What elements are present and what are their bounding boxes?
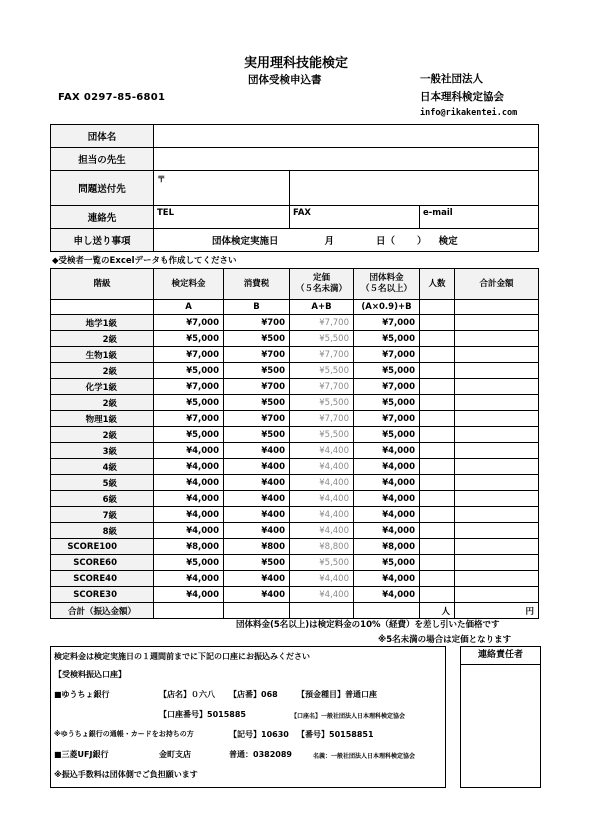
tax-subheader: B — [224, 300, 290, 315]
yucho-deposit-type: 【預金種目】普通口座 — [297, 690, 377, 699]
group-price-cell: ¥5,000 — [354, 395, 420, 411]
grade-cell: 4級 — [51, 459, 154, 475]
list-price-cell: ¥4,400 — [290, 443, 354, 459]
tax-cell: ¥400 — [224, 443, 290, 459]
count-cell[interactable] — [420, 539, 455, 555]
group-price-cell: ¥4,000 — [354, 523, 420, 539]
list-price-cell: ¥5,500 — [290, 427, 354, 443]
yen-unit: 円 — [525, 606, 534, 617]
total-amount-cell[interactable] — [455, 603, 539, 619]
group-subheader: (A×0.9)+B — [354, 300, 420, 315]
month-label: 月 — [324, 236, 335, 247]
yucho-bank-label: ■ゆうちょ銀行 — [54, 690, 110, 699]
group-price-header: 団体料金 （５名以上） — [354, 269, 420, 300]
grade-header: 階級 — [51, 269, 154, 300]
tax-cell: ¥400 — [224, 523, 290, 539]
row-total-cell[interactable] — [455, 347, 539, 363]
row-total-cell[interactable] — [455, 363, 539, 379]
grade-cell: 化学1級 — [51, 379, 154, 395]
total-tax-cell — [224, 603, 290, 619]
grade-cell: 生物1級 — [51, 347, 154, 363]
fee-cell: ¥5,000 — [154, 555, 224, 571]
fee-cell: ¥5,000 — [154, 363, 224, 379]
count-cell[interactable] — [420, 427, 455, 443]
fee-row — [51, 459, 539, 475]
group-price-cell: ¥4,000 — [354, 459, 420, 475]
tax-header: 消費税 — [224, 269, 290, 300]
grade-cell: 5級 — [51, 475, 154, 491]
tax-cell: ¥700 — [224, 411, 290, 427]
email-label: e-mail — [423, 208, 453, 218]
fee-row — [51, 443, 539, 459]
tax-cell: ¥500 — [224, 427, 290, 443]
list-price-cell: ¥4,400 — [290, 587, 354, 603]
responsible-person-box[interactable] — [460, 646, 541, 788]
group-price-cell: ¥4,000 — [354, 507, 420, 523]
ship-to-label: 問題送付先 — [51, 171, 154, 206]
remarks-label: 申し送り事項 — [51, 229, 154, 252]
group-price-cell: ¥8,000 — [354, 539, 420, 555]
yucho-passbook-note: ※ゆうちょ銀行の通帳・カードをお持ちの方 — [54, 730, 194, 738]
count-cell[interactable] — [420, 347, 455, 363]
fee-row — [51, 507, 539, 523]
row-total-cell[interactable] — [455, 539, 539, 555]
total-header: 合計金額 — [455, 269, 539, 300]
list-price-cell: ¥5,500 — [290, 395, 354, 411]
grade-cell: SCORE100 — [51, 539, 154, 555]
fee-cell: ¥7,000 — [154, 411, 224, 427]
ufj-branch: 金町支店 — [159, 750, 191, 759]
row-total-cell[interactable] — [455, 411, 539, 427]
exam-date-row[interactable] — [154, 229, 539, 252]
fee-table — [50, 268, 539, 619]
fax-number: FAX 0297-85-6801 — [58, 92, 166, 103]
fee-row — [51, 475, 539, 491]
document-title: 実用理科技能検定 — [243, 56, 348, 71]
list-subheader: A+B — [290, 300, 354, 315]
yucho-branch-name: 【店名】０六八 — [159, 690, 215, 699]
responsible-person-title: 連絡責任者 — [461, 647, 540, 665]
count-cell[interactable] — [420, 443, 455, 459]
grade-cell: SCORE30 — [51, 587, 154, 603]
fee-cell: ¥4,000 — [154, 459, 224, 475]
grade-cell: 6級 — [51, 491, 154, 507]
group-name-label: 団体名 — [51, 125, 154, 148]
tax-cell: ¥400 — [224, 459, 290, 475]
tax-cell: ¥700 — [224, 315, 290, 331]
fee-cell: ¥7,000 — [154, 347, 224, 363]
count-subheader — [420, 300, 455, 315]
group-price-cell: ¥7,000 — [354, 347, 420, 363]
tax-cell: ¥500 — [224, 395, 290, 411]
grade-cell: 2級 — [51, 427, 154, 443]
ufj-account: 普通：0382089 — [229, 750, 292, 759]
row-total-cell[interactable] — [455, 571, 539, 587]
transfer-account-heading: 【受検料振込口座】 — [54, 670, 126, 679]
fee-row — [51, 395, 539, 411]
address-field[interactable] — [290, 171, 539, 206]
grade-subheader — [51, 300, 154, 315]
total-list-cell — [290, 603, 354, 619]
row-total-cell[interactable] — [455, 379, 539, 395]
row-total-cell[interactable] — [455, 427, 539, 443]
email-field[interactable] — [420, 206, 539, 229]
list-price-cell: ¥7,700 — [290, 379, 354, 395]
total-fee-cell — [154, 603, 224, 619]
group-price-cell: ¥5,000 — [354, 427, 420, 443]
grade-cell: SCORE40 — [51, 571, 154, 587]
yucho-branch-number: 【店番】068 — [229, 690, 278, 699]
teacher-label: 担当の先生 — [51, 148, 154, 171]
fee-header: 検定料金 — [154, 269, 224, 300]
list-price-cell: ¥4,400 — [290, 459, 354, 475]
total-label: 合計（振込金額） — [51, 603, 154, 619]
postal-field[interactable] — [154, 171, 290, 206]
fee-rows — [51, 315, 539, 603]
grade-cell: 3級 — [51, 443, 154, 459]
count-cell[interactable] — [420, 395, 455, 411]
fee-cell: ¥5,000 — [154, 427, 224, 443]
row-total-cell[interactable] — [455, 331, 539, 347]
row-total-cell[interactable] — [455, 523, 539, 539]
count-cell[interactable] — [420, 459, 455, 475]
exam-date-label: 団体検定実施日 — [212, 236, 279, 247]
grade-cell: 2級 — [51, 395, 154, 411]
count-cell[interactable] — [420, 507, 455, 523]
fee-cell: ¥4,000 — [154, 523, 224, 539]
fee-subheader: A — [154, 300, 224, 315]
under-five-note: ※5名未満の場合は定価となります — [378, 635, 512, 645]
fee-cell: ¥4,000 — [154, 587, 224, 603]
count-cell[interactable] — [420, 491, 455, 507]
group-price-cell: ¥4,000 — [354, 491, 420, 507]
fee-cell: ¥4,000 — [154, 571, 224, 587]
list-price-cell: ¥4,400 — [290, 523, 354, 539]
tel-label: TEL — [157, 208, 175, 218]
ufj-bank-label: ■三菱UFJ銀行 — [54, 750, 109, 759]
total-person-cell[interactable] — [420, 603, 455, 619]
fee-cell: ¥7,000 — [154, 315, 224, 331]
group-price-cell: ¥4,000 — [354, 571, 420, 587]
fee-row — [51, 555, 539, 571]
grade-cell: 2級 — [51, 331, 154, 347]
org-name: 日本理科検定協会 — [420, 91, 504, 103]
list-price-cell: ¥5,500 — [290, 331, 354, 347]
list-price-cell: ¥7,700 — [290, 315, 354, 331]
row-total-cell[interactable] — [455, 587, 539, 603]
tax-cell: ¥800 — [224, 539, 290, 555]
count-cell[interactable] — [420, 331, 455, 347]
fee-row — [51, 571, 539, 587]
group-price-cell: ¥4,000 — [354, 587, 420, 603]
group-price-cell: ¥4,000 — [354, 443, 420, 459]
postal-mark: 〒 — [157, 175, 166, 185]
count-cell[interactable] — [420, 555, 455, 571]
tax-cell: ¥500 — [224, 363, 290, 379]
excel-note: ◆受検者一覧のExcelデータも作成してください — [52, 256, 237, 266]
tax-cell: ¥500 — [224, 331, 290, 347]
row-total-cell[interactable] — [455, 395, 539, 411]
fee-row — [51, 363, 539, 379]
count-header: 人数 — [420, 269, 455, 300]
day-label: 日（ — [376, 236, 396, 247]
fee-row — [51, 347, 539, 363]
org-type: 一般社団法人 — [420, 73, 483, 85]
fee-row — [51, 523, 539, 539]
tax-cell: ¥700 — [224, 379, 290, 395]
yucho-account-number: 【口座番号】5015885 — [159, 710, 246, 719]
list-price-header: 定価 （５名未満） — [290, 269, 354, 300]
group-discount-note: 団体料金(5名以上)は検定料金の10%（経費）を差し引いた価格です — [236, 620, 500, 630]
tax-cell: ¥400 — [224, 571, 290, 587]
document-subtitle: 団体受検申込書 — [248, 74, 322, 86]
list-price-cell: ¥5,500 — [290, 555, 354, 571]
fee-row — [51, 539, 539, 555]
row-total-cell[interactable] — [455, 507, 539, 523]
group-price-cell: ¥5,000 — [354, 363, 420, 379]
fee-cell: ¥4,000 — [154, 507, 224, 523]
grade-cell: 物理1級 — [51, 411, 154, 427]
yucho-number: 【番号】50158851 — [297, 730, 374, 739]
tax-cell: ¥700 — [224, 347, 290, 363]
yucho-symbol: 【記号】10630 — [229, 730, 289, 739]
grade-cell: 7級 — [51, 507, 154, 523]
fee-row — [51, 491, 539, 507]
group-price-cell: ¥7,000 — [354, 411, 420, 427]
group-price-cell: ¥7,000 — [354, 379, 420, 395]
row-total-cell[interactable] — [455, 491, 539, 507]
count-cell[interactable] — [420, 587, 455, 603]
fee-cell: ¥4,000 — [154, 491, 224, 507]
paren-close: ） — [417, 236, 427, 247]
group-name-field[interactable] — [154, 125, 539, 148]
count-cell[interactable] — [420, 379, 455, 395]
contact-email[interactable]: info@rikakentei.com — [420, 108, 518, 118]
ufj-account-holder: 名義：一般社団法人日本理科検定協会 — [313, 753, 416, 760]
group-price-cell: ¥5,000 — [354, 555, 420, 571]
count-cell[interactable] — [420, 315, 455, 331]
row-total-cell[interactable] — [455, 555, 539, 571]
list-price-cell: ¥4,400 — [290, 475, 354, 491]
tax-cell: ¥400 — [224, 491, 290, 507]
grade-cell: SCORE60 — [51, 555, 154, 571]
fee-row — [51, 315, 539, 331]
fee-cell: ¥5,000 — [154, 331, 224, 347]
list-price-cell: ¥7,700 — [290, 347, 354, 363]
fee-cell: ¥7,000 — [154, 379, 224, 395]
list-price-cell: ¥4,400 — [290, 571, 354, 587]
transfer-fee-note: ※振込手数料は団体側でご負担願います — [54, 770, 198, 779]
fee-cell: ¥5,000 — [154, 395, 224, 411]
fee-row — [51, 427, 539, 443]
list-price-cell: ¥8,800 — [290, 539, 354, 555]
fax-field[interactable] — [290, 206, 420, 229]
grade-cell: 地学1級 — [51, 315, 154, 331]
fee-row — [51, 587, 539, 603]
fee-row — [51, 331, 539, 347]
transfer-deadline-note: 検定料金は検定実施日の１週間前までに下記の口座にお振込みください — [54, 652, 310, 661]
row-total-cell[interactable] — [455, 443, 539, 459]
fee-row — [51, 379, 539, 395]
count-cell[interactable] — [420, 523, 455, 539]
list-price-cell: ¥4,400 — [290, 507, 354, 523]
count-cell[interactable] — [420, 571, 455, 587]
tax-cell: ¥400 — [224, 507, 290, 523]
group-price-cell: ¥5,000 — [354, 331, 420, 347]
tax-cell: ¥500 — [224, 555, 290, 571]
tax-cell: ¥400 — [224, 587, 290, 603]
teacher-field[interactable] — [154, 148, 539, 171]
row-total-cell[interactable] — [455, 315, 539, 331]
grade-cell: 2級 — [51, 363, 154, 379]
count-cell[interactable] — [420, 475, 455, 491]
row-total-cell[interactable] — [455, 459, 539, 475]
tel-field[interactable] — [154, 206, 290, 229]
list-price-cell: ¥5,500 — [290, 363, 354, 379]
fax-label: FAX — [293, 208, 311, 218]
applicant-info-table — [50, 124, 539, 252]
fee-cell: ¥4,000 — [154, 475, 224, 491]
group-price-cell: ¥4,000 — [354, 475, 420, 491]
person-unit: 人 — [441, 606, 450, 617]
total-subheader — [455, 300, 539, 315]
fee-cell: ¥8,000 — [154, 539, 224, 555]
kentei-label: 検定 — [438, 236, 458, 247]
fee-cell: ¥4,000 — [154, 443, 224, 459]
count-cell[interactable] — [420, 411, 455, 427]
bank-transfer-box — [50, 646, 446, 788]
contact-label: 連絡先 — [51, 206, 154, 229]
grade-cell: 8級 — [51, 523, 154, 539]
fee-row — [51, 411, 539, 427]
group-price-cell: ¥7,000 — [354, 315, 420, 331]
list-price-cell: ¥4,400 — [290, 491, 354, 507]
total-group-cell — [354, 603, 420, 619]
row-total-cell[interactable] — [455, 475, 539, 491]
tax-cell: ¥400 — [224, 475, 290, 491]
count-cell[interactable] — [420, 363, 455, 379]
yucho-account-holder: 【口座名】一般社団法人日本理科検定協会 — [291, 713, 406, 720]
list-price-cell: ¥7,700 — [290, 411, 354, 427]
